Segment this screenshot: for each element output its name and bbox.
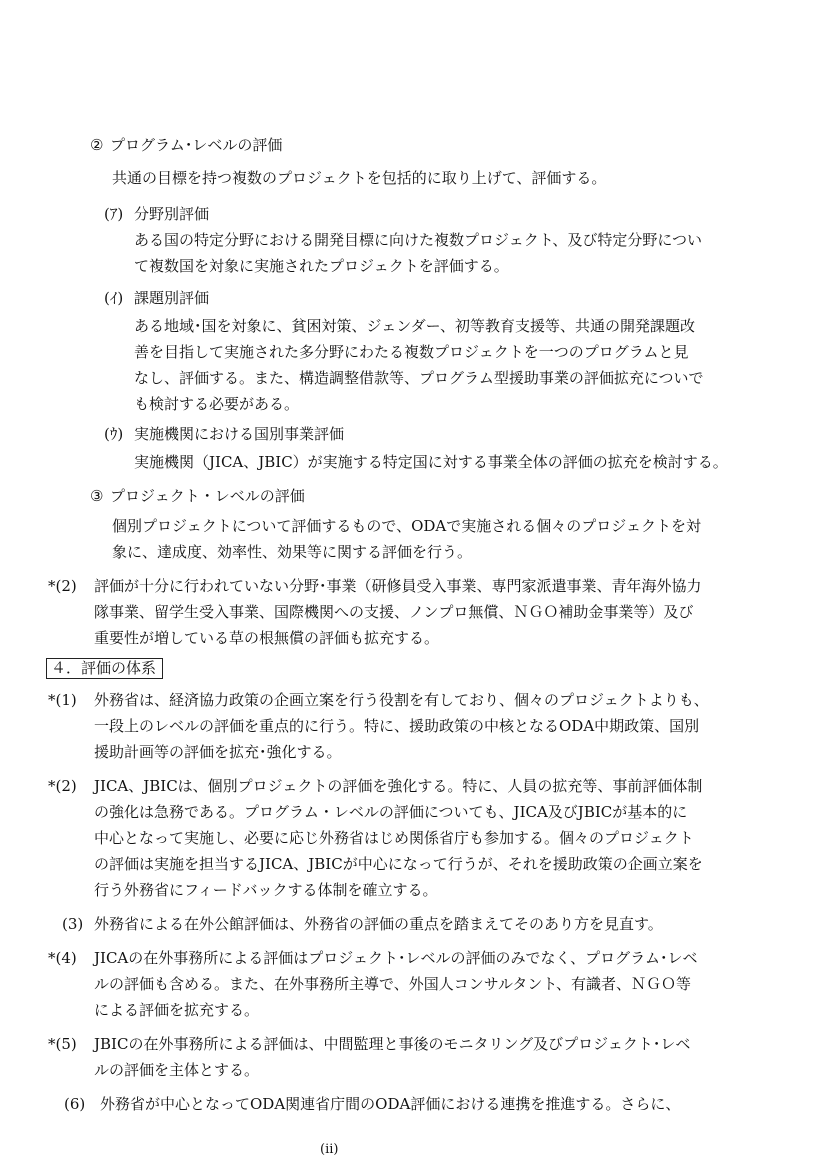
item-1-line-1: 外務省は、経済協力政策の企画立案を行う役割を有しており、個々のプロジェクトよりも、 bbox=[94, 691, 709, 709]
item-2-line-2: の強化は急務である。プログラム・レベルの評価についても、JICA及びJBICが基本的に bbox=[94, 803, 688, 821]
sub-c-heading: 実施機関における国別事業評価 bbox=[134, 425, 345, 443]
para-2-line-1: 評価が十分に行われていない分野･事業（研修員受入事業、専門家派遣事業、青年海外協力 bbox=[94, 577, 702, 595]
sub-b-line-3: なし、評価する。また、構造調整借款等、プログラム型援助事業の評価拡充についで bbox=[134, 369, 704, 387]
item-4-line-2: ルの評価も含める。また、在外事務所主導で、外国人コンサルタント、有識者、ＮＧＯ等 bbox=[94, 975, 692, 993]
item-2-mark: *(2) bbox=[48, 777, 77, 795]
sub-a-line-2: て複数国を対象に実施されたプロジェクトを評価する。 bbox=[134, 257, 509, 275]
sub-a-heading: 分野別評価 bbox=[134, 205, 210, 223]
sub-b-line-2: 善を目指して実施された多分野にわたる複数プロジェクトを一つのプログラムと見 bbox=[134, 343, 689, 361]
section-3-line-1: 個別プロジェクトについて評価するもので、ODAで実施される個々のプロジェクトを対 bbox=[112, 517, 701, 535]
item-2-line-1: JICA、JBICは、個別プロジェクトの評価を強化する。特に、人員の拡充等、事前評価体制 bbox=[94, 777, 703, 795]
item-3-mark: (3) bbox=[62, 915, 84, 933]
item-2-line-4: の評価は実施を担当するJICA、JBICが中心になって行うが、それを援助政策の企画立案を bbox=[94, 855, 703, 873]
item-4-mark: *(4) bbox=[48, 949, 77, 967]
item-4-line-1: JICAの在外事務所による評価はプロジェクト･レベルの評価のみでなく、プログラム･レベ bbox=[94, 949, 698, 967]
section-3-heading: プロジェクト・レベルの評価 bbox=[110, 487, 305, 505]
item-1-mark: *(1) bbox=[48, 691, 77, 709]
item-1-line-3: 援助計画等の評価を拡充･強化する。 bbox=[94, 743, 342, 761]
item-4-line-3: による評価を拡充する。 bbox=[94, 1001, 260, 1019]
sub-c-number: (ｳ) bbox=[104, 425, 124, 443]
section-2-intro: 共通の目標を持つ複数のプロジェクトを包括的に取り上げて、評価する。 bbox=[112, 169, 607, 187]
section-2-heading: プログラム･レベルの評価 bbox=[110, 136, 283, 154]
item-1-line-2: 一段上のレベルの評価を重点的に行う。特に、援助政策の中核となるODA中期政策、国別 bbox=[94, 717, 700, 735]
item-3-line-1: 外務省による在外公館評価は、外務省の評価の重点を踏まえてそのあり方を見直す。 bbox=[94, 915, 663, 933]
sub-a-line-1: ある国の特定分野における開発目標に向けた複数プロジェクト、及び特定分野につい bbox=[134, 231, 703, 249]
item-5-line-1: JBICの在外事務所による評価は、中間監理と事後のモニタリング及びプロジェクト･レベ bbox=[94, 1035, 691, 1053]
page-number: (ii) bbox=[320, 1142, 339, 1157]
sub-a-number: (ｱ) bbox=[104, 205, 124, 223]
section-4-heading: ４．評価の体系 bbox=[46, 658, 163, 679]
para-2-line-2: 隊事業、留学生受入事業、国際機関への支援、ノンプロ無償、ＮＧＯ補助金事業等）及び bbox=[94, 603, 694, 621]
sub-b-line-1: ある地域･国を対象に、貧困対策、ジェンダー、初等教育支援等、共通の開発課題改 bbox=[134, 317, 696, 335]
item-6-line-1: 外務省が中心となってODA関連省庁間のODA評価における連携を推進する。さらに、 bbox=[100, 1095, 681, 1113]
sub-c-line-1: 実施機関（JICA、JBIC）が実施する特定国に対する事業全体の評価の拡充を検討する。 bbox=[134, 453, 728, 471]
item-2-line-5: 行う外務省にフィードバックする体制を確立する。 bbox=[94, 881, 438, 899]
item-5-mark: *(5) bbox=[48, 1035, 77, 1053]
sub-b-heading: 課題別評価 bbox=[134, 289, 210, 307]
section-2-number: ② bbox=[90, 136, 104, 154]
section-3-number: ③ bbox=[90, 487, 104, 505]
item-6-mark: (6) bbox=[64, 1095, 86, 1113]
item-5-line-2: ルの評価を主体とする。 bbox=[94, 1061, 260, 1079]
item-2-line-3: 中心となって実施し、必要に応じ外務省はじめ関係省庁も参加する。個々のプロジェクト bbox=[94, 829, 694, 847]
para-2-line-3: 重要性が増している草の根無償の評価も拡充する。 bbox=[94, 629, 440, 647]
para-2-mark: *(2) bbox=[48, 577, 77, 595]
sub-b-number: (ｲ) bbox=[104, 289, 124, 307]
section-3-line-2: 象に、達成度、効率性、効果等に関する評価を行う。 bbox=[112, 543, 473, 561]
sub-b-line-4: も検討する必要がある。 bbox=[134, 395, 300, 413]
